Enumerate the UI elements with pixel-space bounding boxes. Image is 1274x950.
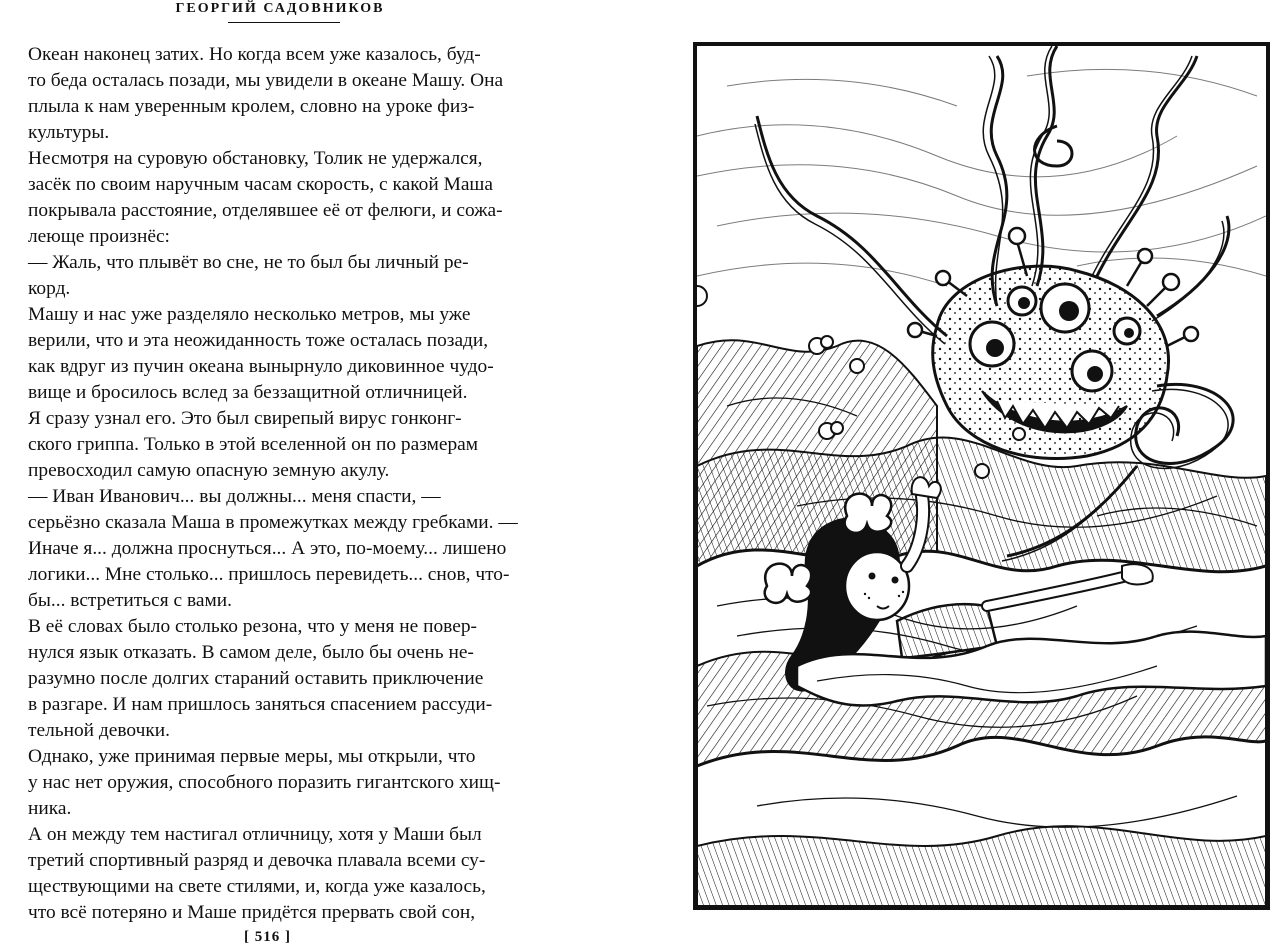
illustration-drawing	[697, 46, 1266, 906]
text-line: у нас нет оружия, способного поразить гигантского хищ-	[28, 772, 501, 793]
body-text	[28, 42, 538, 926]
text-line: Машу и нас уже разделяло несколько метров, мы уже	[28, 304, 471, 325]
monster-body	[933, 266, 1169, 458]
paragraph	[28, 744, 538, 822]
paragraph	[28, 250, 538, 302]
text-line: нулся язык отказать. В самом деле, было бы очень не-	[28, 642, 474, 663]
running-head: ГЕОРГИЙ САДОВНИКОВ	[175, 1, 385, 16]
text-line: — Иван Иванович... вы должны... меня спасти, —	[28, 486, 441, 507]
text-line: покрывала расстояние, отделявшее её от фелюги, и сожа-	[28, 200, 503, 221]
paragraph	[28, 484, 538, 614]
text-line: корд.	[28, 278, 71, 299]
text-line: вище и бросилось вслед за беззащитной отличницей.	[28, 382, 468, 403]
text-line: разумно после долгих стараний оставить приключение	[28, 668, 484, 689]
page-number: [ 516 ]	[244, 929, 291, 945]
text-line: бы... встретиться с вами.	[28, 590, 232, 611]
sky-lines	[697, 69, 1266, 286]
paragraph	[28, 146, 538, 250]
text-line: культуры.	[28, 122, 110, 143]
text-line: то беда осталась позади, мы увидели в океане Машу. Она	[28, 70, 504, 91]
text-line: логики... Мне столько... пришлось перевидеть... снов, что-	[28, 564, 510, 585]
text-line: ского гриппа. Только в этой вселенной он по размерам	[28, 434, 479, 455]
text-line: Я сразу узнал его. Это был свирепый вирус гонконг-	[28, 408, 462, 429]
text-line: — Жаль, что плывёт во сне, не то был бы личный ре-	[28, 252, 469, 273]
text-line: Однако, уже принимая первые меры, мы открыли, что	[28, 746, 476, 767]
illustration-monster-and-girl	[693, 42, 1270, 910]
text-line: превосходил самую опасную земную акулу.	[28, 460, 390, 481]
paragraph	[28, 614, 538, 744]
text-line: Несмотря на суровую обстановку, Толик не удержался,	[28, 148, 483, 169]
paragraph	[28, 302, 538, 406]
text-line: в разгаре. И нам пришлось заняться спасением рассуди-	[28, 694, 493, 715]
left-page	[0, 0, 560, 950]
paragraph	[28, 406, 538, 484]
text-line: третий спортивный разряд и девочка плавала всеми су-	[28, 850, 486, 871]
text-line: ществующими на свете стилями, и, когда уже казалось,	[28, 876, 486, 897]
text-line: Океан наконец затих. Но когда всем уже казалось, буд-	[28, 44, 481, 65]
text-line: как вдруг из пучин океана вынырнуло диковинное чудо-	[28, 356, 494, 377]
text-line: что всё потеряно и Маше придётся прервать свой сон,	[28, 902, 476, 923]
running-head-rule	[228, 22, 340, 23]
paragraph	[28, 822, 538, 926]
text-line: серьёзно сказала Маша в промежутках между гребками. —	[28, 512, 518, 533]
paragraph	[28, 42, 538, 146]
text-line: Иначе я... должна проснуться... А это, по-моему... лишено	[28, 538, 507, 559]
text-line: тельной девочки.	[28, 720, 170, 741]
text-line: плыла к нам уверенным кролем, словно на уроке физ-	[28, 96, 475, 117]
text-line: верили, что и эта неожиданность тоже осталась позади,	[28, 330, 489, 351]
text-line: ника.	[28, 798, 72, 819]
text-line: А он между тем настигал отличницу, хотя у Маши был	[28, 824, 482, 845]
text-line: леюще произнёс:	[28, 226, 170, 247]
text-line: засёк по своим наручным часам скорость, с какой Маша	[28, 174, 493, 195]
text-line: В её словах было столько резона, что у меня не повер-	[28, 616, 477, 637]
